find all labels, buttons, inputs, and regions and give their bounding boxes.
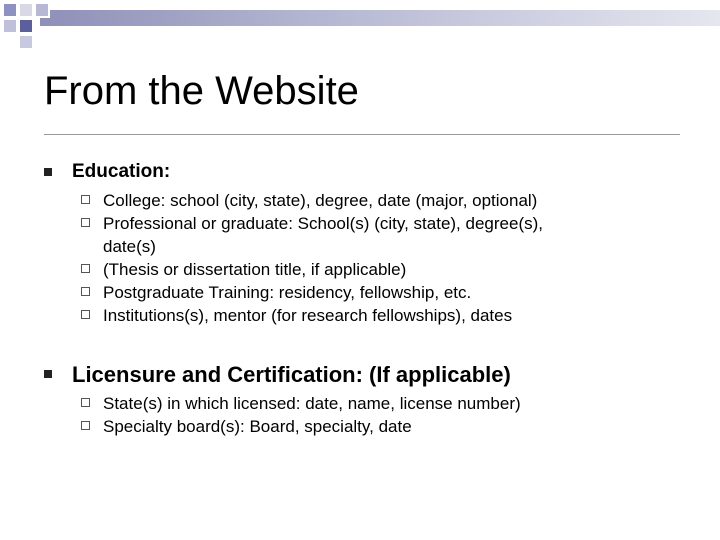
decorative-square	[18, 2, 34, 18]
list-item	[80, 189, 543, 212]
header-gradient-bar	[40, 10, 720, 26]
decorative-square	[2, 2, 18, 18]
list-item	[80, 392, 521, 415]
list-item	[80, 212, 543, 258]
list-item	[80, 258, 543, 281]
hollow-square-bullet-icon	[81, 264, 90, 273]
decorative-square	[18, 34, 34, 50]
list-item-text: College: school (city, state), degree, date (major, optional)	[103, 191, 538, 210]
list-item	[80, 281, 543, 304]
list-item-text: State(s) in which licensed: date, name, license number)	[103, 394, 521, 413]
hollow-square-bullet-icon	[81, 421, 90, 430]
slide-title: From the Website	[44, 69, 359, 113]
hollow-square-bullet-icon	[81, 218, 90, 227]
list-item-text: Institutions(s), mentor (for research fellowships), dates	[103, 306, 513, 325]
hollow-square-bullet-icon	[81, 398, 90, 407]
list-item-text: (Thesis or dissertation title, if applicable)	[103, 260, 407, 279]
list-item-text: Postgraduate Training: residency, fellowship, etc.	[103, 283, 472, 302]
sub-bullet-list	[80, 392, 521, 438]
list-item-text: Specialty board(s): Board, specialty, date	[103, 417, 412, 436]
hollow-square-bullet-icon	[81, 310, 90, 319]
section-heading: Education:	[72, 161, 171, 182]
decorative-square	[18, 18, 34, 34]
section-heading: Licensure and Certification: (If applicable)	[72, 362, 511, 387]
list-item	[80, 304, 543, 327]
hollow-square-bullet-icon	[81, 195, 90, 204]
sub-bullet-list	[80, 189, 543, 327]
decorative-square	[34, 2, 50, 18]
filled-square-bullet-icon	[44, 168, 52, 176]
hollow-square-bullet-icon	[81, 287, 90, 296]
list-item	[80, 415, 521, 438]
list-item-text-continued: date(s)	[103, 237, 156, 256]
title-underline	[44, 134, 680, 135]
filled-square-bullet-icon	[44, 370, 52, 378]
list-item-text: Professional or graduate: School(s) (city, state), degree(s),	[103, 214, 543, 233]
decorative-square	[2, 18, 18, 34]
